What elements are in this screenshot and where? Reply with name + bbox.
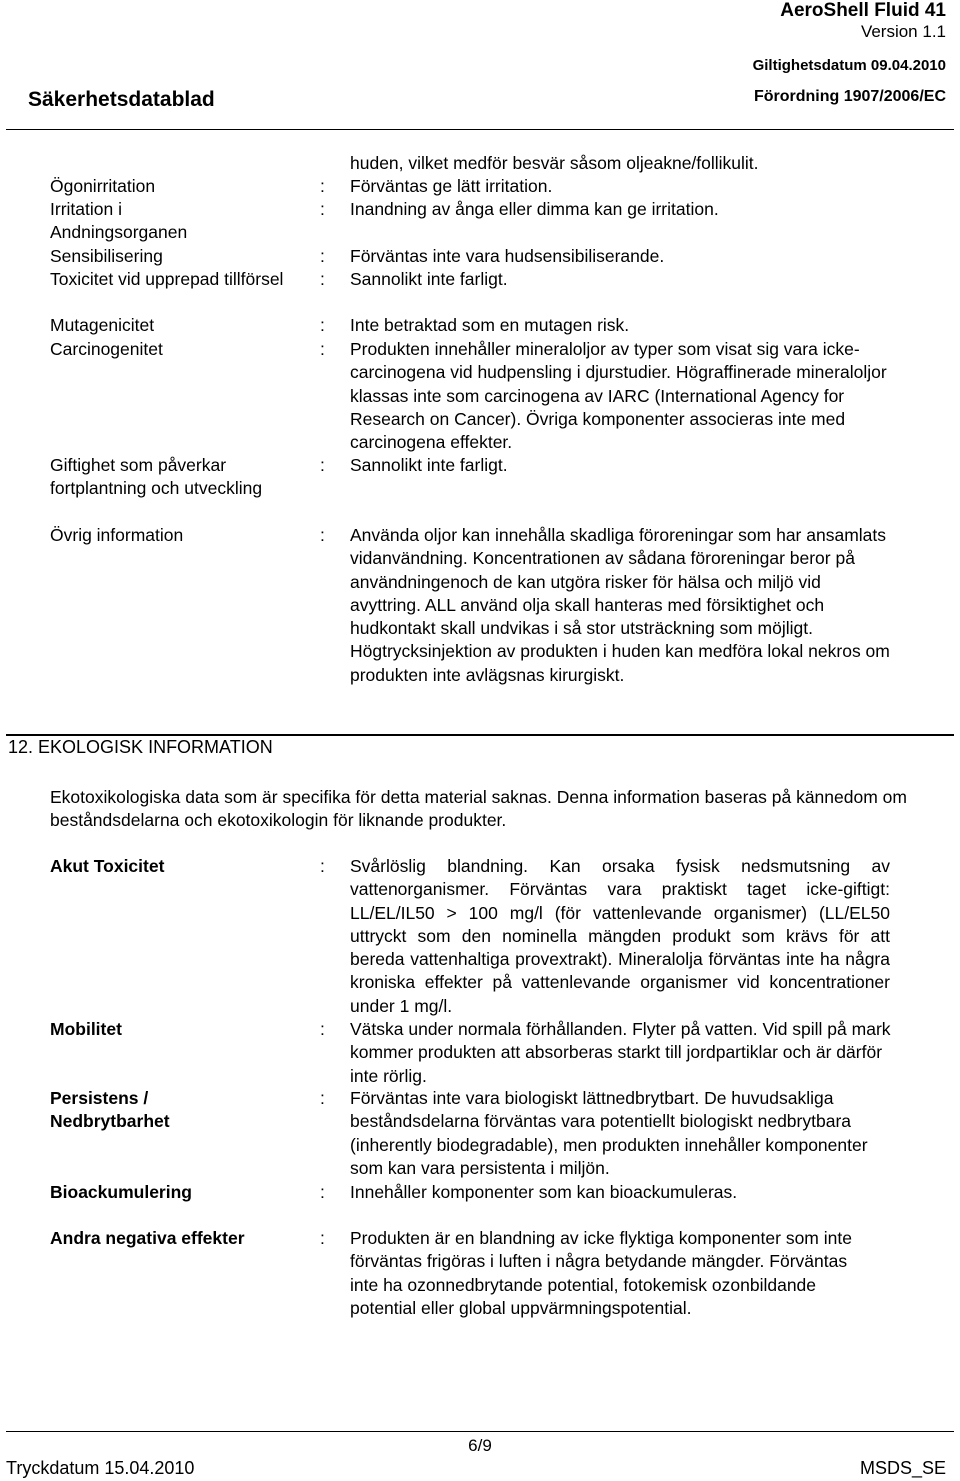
product-name: AeroShell Fluid 41 xyxy=(780,0,946,21)
print-date: Tryckdatum 15.04.2010 xyxy=(6,1458,195,1478)
tox-value: Inandning av ånga eller dimma kan ge irritation. xyxy=(350,199,719,219)
colon: : xyxy=(320,176,325,196)
colon: : xyxy=(320,455,325,475)
colon: : xyxy=(320,315,325,335)
tox-value: Inte betraktad som en mutagen risk. xyxy=(350,315,630,335)
eco-value: Vätska under normala förhållanden. Flyter på vatten. Vid spill på mark kommer produkten att absorberas starkt till jordpartiklar och är därför inte rörlig. xyxy=(350,1019,891,1086)
tox-value: Produkten innehåller mineraloljor av typer som visat sig vara icke-carcinogena vid hudpensling i djurstudier. Högraffinerade mineraloljor klassas inte som carcinogena av IARC (International Agency for Research on Cancer). Övriga komponenter associeras inte med carcinogena effekter. xyxy=(350,339,887,453)
tox-label: Mutagenicitet xyxy=(50,315,155,335)
colon: : xyxy=(320,525,325,545)
document-title: Säkerhetsdatablad xyxy=(28,88,215,111)
tox-value: Förväntas inte vara hudsensibiliserande. xyxy=(350,246,665,266)
eco-value: Förväntas inte vara biologiskt lättnedbrytbart. De huvudsakliga beståndsdelarna förväntas vara potentiellt biologiskt nedbrytbara (inherently biodegradable), men produkten innehåller komponenter som kan vara persistenta i miljön. xyxy=(350,1088,868,1178)
eco-value: Produkten är en blandning av icke flyktiga komponenter som inte förväntas frigöras i luften i några betydande mängder. Förväntas inte ha ozonnedbrytande potential, fotokemisk ozonbildande potential eller global uppvärmningspotential. xyxy=(350,1228,852,1318)
colon: : xyxy=(320,1182,325,1202)
eco-value: Svårlöslig blandning. Kan orsaka fysisk nedsmutsning av vattenorganismer. Förväntas vara praktiskt taget icke-giftigt: LL/EL/IL50 > 100 mg/l (för vattenlevande organismer) (LL/EL50 uttryckt som den nominella mängden produkt som krävs för att bereda vattenhaltiga provextrakt). Mineralolja förväntas inte ha några kroniska effekter på vattenlevande organismer vid koncentrationer under 1 mg/l. xyxy=(350,856,890,1016)
tox-label: Toxicitet vid upprepad tillförsel xyxy=(50,269,284,289)
document-code: MSDS_SE xyxy=(859,1458,946,1478)
tox-value: Förväntas ge lätt irritation. xyxy=(350,176,553,196)
tox-label: Övrig information xyxy=(50,525,184,545)
page-number: 6/9 xyxy=(468,1436,492,1455)
regulation: Förordning 1907/2006/EC xyxy=(753,88,946,105)
colon: : xyxy=(320,199,325,219)
tox-label: Irritation i Andningsorganen xyxy=(50,199,188,243)
tox-value: Använda oljor kan innehålla skadliga föroreningar som har ansamlats vidanvändning. Koncentrationen av sådana föroreningar beror på användningenoch de kan utgöra risker för hälsa och miljö vid avyttring. ALL använd olja skall hanteras med försiktighet och hudkontakt skall undvikas i så stor utsträckning som möjligt. Högtrycksinjektion av produkten i huden kan medföra lokal nekros om produkten inte avlägsnas kirurgiskt. xyxy=(350,525,890,685)
section-divider xyxy=(6,734,954,736)
colon: : xyxy=(320,269,325,289)
eco-label: Andra negativa effekter xyxy=(50,1228,245,1248)
tox-label: Ögonirritation xyxy=(50,176,156,196)
tox-value: Sannolikt inte farligt. xyxy=(350,269,508,289)
eco-label: Akut Toxicitet xyxy=(50,856,165,876)
colon: : xyxy=(320,1019,325,1039)
section-title: 12. EKOLOGISK INFORMATION xyxy=(8,737,273,757)
tox-label: Giftighet som påverkar fortplantning och utveckling xyxy=(50,455,263,499)
tox-value: Sannolikt inte farligt. xyxy=(350,455,508,475)
colon: : xyxy=(320,339,325,359)
eco-label: Persistens / Nedbrytbarhet xyxy=(50,1088,170,1132)
tox-label: Sensibilisering xyxy=(50,246,163,266)
eco-label: Bioackumulering xyxy=(50,1182,192,1202)
colon: : xyxy=(320,246,325,266)
colon: : xyxy=(320,1088,325,1108)
eco-label: Mobilitet xyxy=(50,1019,122,1039)
section-intro: Ekotoxikologiska data som är specifika för detta material saknas. Denna information baseras på kännedom om beståndsdelarna och ekotoxikologin för liknande produkter. xyxy=(50,787,907,831)
validity-date: Giltighetsdatum 09.04.2010 xyxy=(752,57,946,74)
colon: : xyxy=(320,1228,325,1248)
header-divider xyxy=(6,129,954,130)
version: Version 1.1 xyxy=(860,22,946,41)
colon: : xyxy=(320,856,325,876)
continuation-text: huden, vilket medför besvär såsom oljeakne/follikulit. xyxy=(350,153,759,173)
tox-label: Carcinogenitet xyxy=(50,339,163,359)
footer-divider xyxy=(6,1431,954,1432)
eco-value: Innehåller komponenter som kan bioackumuleras. xyxy=(350,1182,738,1202)
